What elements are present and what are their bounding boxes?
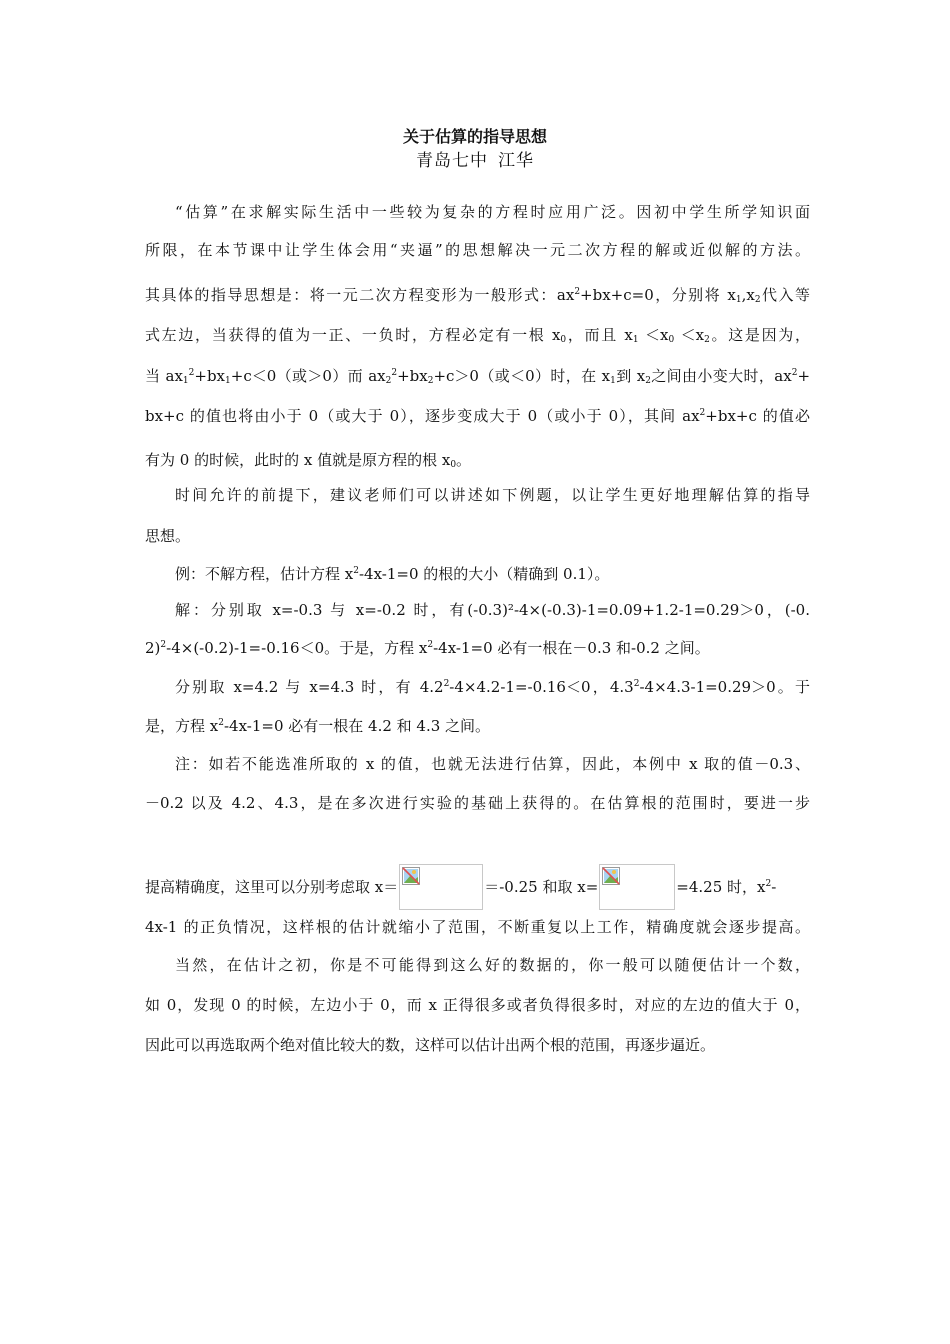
- subscript: 1: [632, 335, 639, 345]
- paragraph-line: 时间允许的前提下，建议老师们可以讲述如下例题，以让学生更好地理解估算的指导: [175, 486, 810, 504]
- subscript: 2: [754, 295, 761, 305]
- superscript: 2: [699, 408, 706, 418]
- superscript: 2: [791, 368, 798, 378]
- text-run: +c＞0（或＜0）时，在 x: [433, 367, 611, 385]
- document-title: 关于估算的指导思想: [402, 127, 547, 146]
- superscript: 2: [391, 368, 398, 378]
- note-line: 4x-1 的正负情况，这样根的估计就缩小了范围，不断重复以上工作，精确度就会逐步提高。: [145, 918, 810, 936]
- broken-image-icon: [402, 867, 420, 885]
- paragraph-line: [145, 450, 810, 470]
- note-line: －0.2 以及 4.2、4.3，是在多次进行实验的基础上获得的。在估算根的范围时，要进一步: [145, 794, 810, 812]
- text-run: 。: [456, 451, 472, 469]
- text-run: 是，方程 x: [145, 717, 219, 735]
- text-run: 例：不解方程，估计方程 x: [175, 565, 354, 583]
- solution-line: [145, 638, 810, 658]
- subscript: 2: [427, 376, 434, 386]
- paragraph-line: [145, 366, 810, 386]
- text-run: 之间由小变大时，ax: [650, 367, 792, 385]
- solution-line: [145, 716, 810, 736]
- text-run: -: [771, 878, 777, 896]
- subscript: 1: [735, 295, 742, 305]
- text-run: 当 ax: [145, 367, 183, 385]
- text-run: ,x: [741, 286, 755, 304]
- superscript: 2: [353, 566, 359, 576]
- paragraph-line: 思想。: [145, 527, 191, 545]
- author-name: 江华: [498, 151, 534, 171]
- paragraph-line: 如 0，发现 0 的时候，左边小于 0，而 x 正得很多或者负得很多时，对应的左边的值大于 0，: [145, 996, 810, 1014]
- text-run: ＝-0.25 和取 x=: [484, 878, 599, 896]
- text-run: 有为 0 的时候，此时的 x 值就是原方程的根 x: [145, 451, 451, 469]
- paragraph-line: [145, 325, 810, 345]
- text-run: 式左边，当获得的值为一正、一负时，方程必定有一根 x: [145, 326, 561, 344]
- superscript: 2: [218, 718, 224, 728]
- subscript: 1: [182, 376, 189, 386]
- solution-line: [145, 677, 810, 697]
- author-line: [0, 150, 950, 172]
- subscript: 0: [668, 335, 675, 345]
- solution-line: 解：分别取 x=-0.3 与 x=-0.2 时，有(-0.3)²-4×(-0.3)-1=0.09+1.2-1=0.29＞0，(-0.: [175, 601, 810, 619]
- text-run: +: [797, 367, 811, 385]
- paragraph-line: 因此可以再选取两个绝对值比较大的数，这样可以估计出两个根的范围，再逐步逼近。: [145, 1036, 716, 1054]
- text-run: -4×4.2-1=-0.16＜0，4.3: [449, 678, 634, 696]
- note-line: 注：如若不能选准所取的 x 的值，也就无法进行估算，因此，本例中 x 取的值－0.3、: [175, 755, 810, 773]
- text-run: 提高精确度，这里可以分别考虑取 x＝: [145, 878, 399, 896]
- paragraph-line: “估算”在求解实际生活中一些较为复杂的方程时应用广泛。因初中学生所学知识面: [175, 203, 810, 221]
- text-run: +bx+c=0，分别将 x: [580, 286, 736, 304]
- formula-image: [399, 864, 483, 910]
- formula-image: [599, 864, 675, 910]
- note-line: [145, 864, 810, 910]
- superscript: 2: [427, 640, 434, 650]
- text-run: +bx: [397, 367, 428, 385]
- text-run: 分别取 x=4.2 与 x=4.3 时，有 4.2: [175, 678, 444, 696]
- superscript: 2: [633, 679, 640, 689]
- text-run: +c＜0（或＞0）而 ax: [230, 367, 386, 385]
- text-run: -4×(-0.2)-1=-0.16＜0。于是，方程 x: [166, 639, 428, 657]
- paragraph-line: [145, 285, 810, 305]
- example-line: [145, 564, 810, 584]
- paragraph-line: [145, 406, 810, 426]
- subscript: 2: [645, 376, 651, 386]
- superscript: 2: [574, 287, 581, 297]
- superscript: 2: [765, 879, 772, 889]
- text-run: =4.25 时，x: [676, 878, 766, 896]
- paragraph-line: 所限，在本节课中让学生体会用“夹逼”的思想解决一元二次方程的解或近似解的方法。: [145, 241, 810, 259]
- text-run: +bx+c 的值必: [705, 407, 810, 425]
- subscript: 1: [225, 376, 231, 386]
- paragraph-line: 当然，在估计之初，你是不可能得到这么好的数据的，你一般可以随便估计一个数，: [175, 956, 810, 974]
- text-run: -4x-1=0 的根的大小（精确到 0.1）。: [358, 565, 610, 583]
- text-run: ＜x: [674, 326, 705, 344]
- subscript: 2: [704, 335, 710, 345]
- subscript: 1: [610, 376, 616, 386]
- superscript: 2: [443, 679, 450, 689]
- subscript: 0: [560, 335, 567, 345]
- superscript: 2: [188, 368, 195, 378]
- author-school: 青岛七中: [416, 151, 488, 171]
- text-run: 。这是因为，: [709, 326, 810, 344]
- text-run: 其具体的指导思想是：将一元二次方程变形为一般形式：ax: [145, 286, 575, 304]
- text-run: 代入等: [760, 286, 810, 304]
- text-run: -4x-1=0 必有一根在 4.2 和 4.3 之间。: [223, 717, 491, 735]
- broken-image-icon: [602, 867, 620, 885]
- text-run: bx+c 的值也将由小于 0（或大于 0），逐步变成大于 0（或小于 0），其间 ax: [145, 407, 700, 425]
- superscript: 2: [160, 640, 167, 650]
- text-run: -4×4.3-1=0.29＞0。于: [639, 678, 810, 696]
- text-run: ＜x: [638, 326, 669, 344]
- subscript: 0: [450, 460, 457, 470]
- subscript: 2: [385, 376, 392, 386]
- text-run: +bx: [194, 367, 226, 385]
- text-run: -4x-1=0 必有一根在－0.3 和-0.2 之间。: [433, 639, 710, 657]
- text-run: ，而且 x: [566, 326, 633, 344]
- text-run: 到 x: [615, 367, 646, 385]
- text-run: 2): [145, 639, 161, 657]
